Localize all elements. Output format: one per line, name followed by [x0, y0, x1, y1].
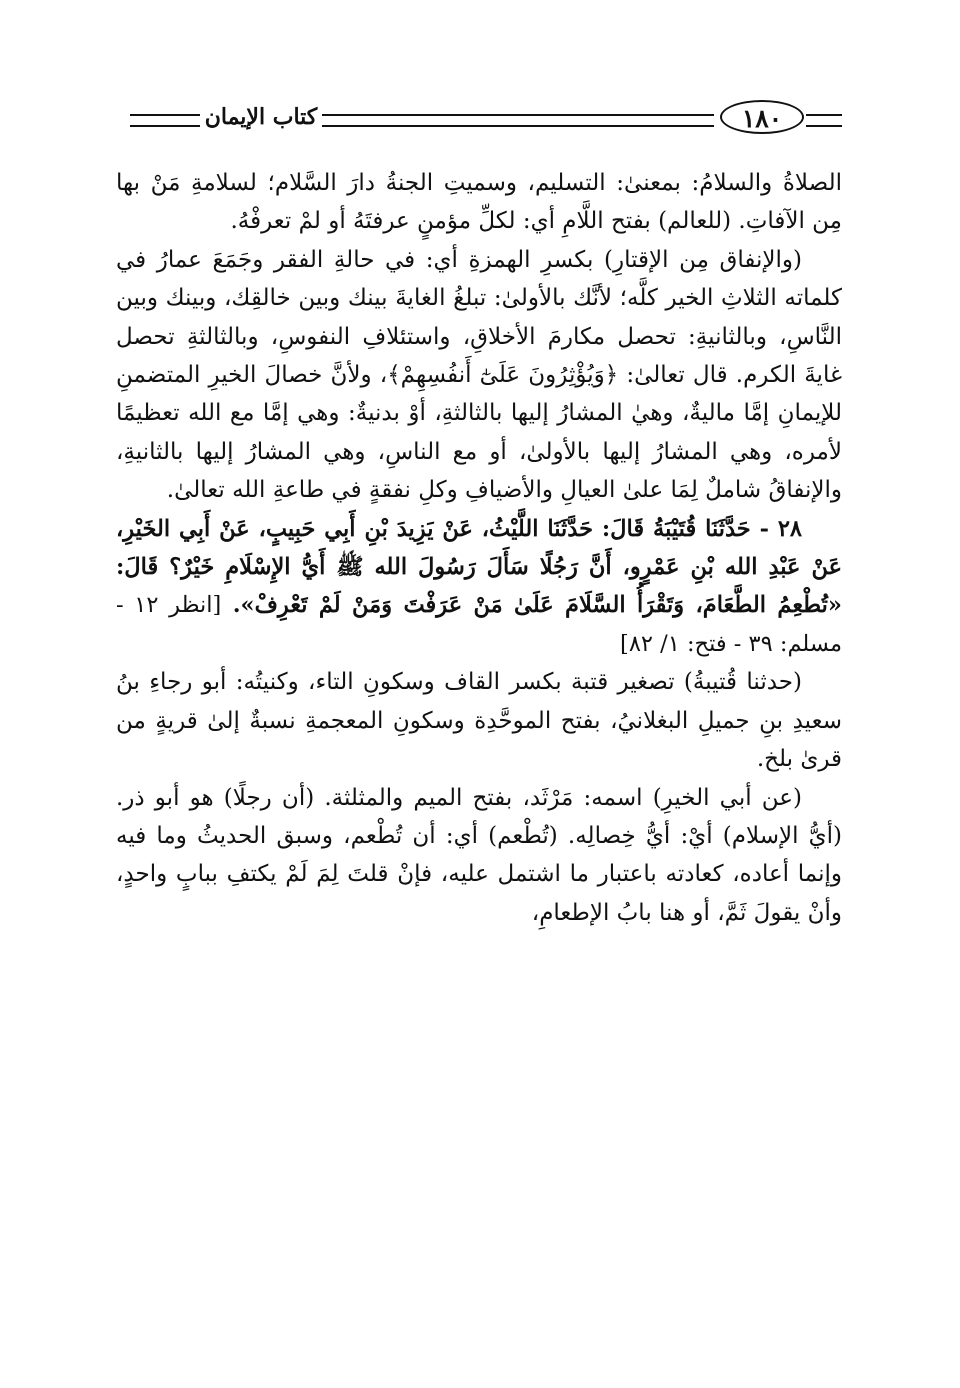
page-header [126, 98, 842, 144]
paragraph-commentary-qutayba: (حدثنا قُتيبةُ) تصغير قتبة بكسر القاف وسكونِ التاء، وكنيتُه: أبو رجاءِ بنُ سعيدِ بنِ جميلِ البغلانيُ، بفتح الموحَّدِة وسكونِ المعجمةِ نسبةٌ إلىٰ قريةٍ من قرىٰ بلخ. [116, 669, 842, 773]
header-rule-left [130, 114, 200, 127]
hadith-text: ٢٨ - حَدَّثَنَا قُتَيْبَةُ قَالَ: حَدَّثَنَا اللَّيْثُ، عَنْ يَزِيدَ بْنِ أَبِي حَبِيبٍ، عَنْ أَبِي الخَيْرِ، عَنْ عَبْدِ الله بْنِ عَمْرٍو، أَنَّ رَجُلًا سَأَلَ رَسُولَ الله ﷺ أَيُّ الإِسْلَامِ خَيْرٌ؟ قَالَ: «تُطْعِمُ الطَّعَامَ، وَتَقْرَأُ السَّلَامَ عَلَىٰ مَنْ عَرَفْتَ وَمَنْ لَمْ تَعْرِفْ». [116, 515, 842, 619]
page-body [116, 164, 842, 932]
paragraph-commentary-abu-alkhayr: (عن أبي الخيرِ) اسمه: مَرْثَد، بفتح الميم والمثلثة. (أن رجلًا) هو أبو ذر. (أيُّ الإسلام) أيْ: أيُّ خِصالِه. (تُطْعم) أي: أن تُطْعم، وسبق الحديثُ وما فيه وإنما أعاده، كعادته باعتبار ما اشتمل عليه، فإنْ قلتَ لِمَ لَمْ يكتفِ ببابٍ واحدٍ، وأنْ يقولَ ثَمَّ، أو هنا بابُ الإطعامِ، [116, 784, 842, 926]
page-number: ١٨٠ [720, 100, 804, 134]
header-rule-middle [322, 114, 714, 127]
paragraph-commentary-salam: الصلاةُ والسلامُ: بمعنىٰ: التسليم، وسميتِ الجنةُ دارَ السَّلام؛ لسلامةِ مَنْ بها مِن الآفاتِ. (للعالم) بفتح اللَّامِ أي: لكلِّ مؤمنٍ عرفتَهُ أو لمْ تعرفْهُ. [116, 170, 842, 235]
hadith-28 [116, 510, 842, 664]
book-title: كتاب الإيمان [204, 104, 318, 130]
hadith-reference: [انظر ١٢ - مسلم: ٣٩ - فتح: ١/ ٨٢] [116, 592, 842, 657]
header-rule-right [806, 114, 842, 127]
paragraph-commentary-infaq: (والإنفاق مِن الإقتارِ) بكسرِ الهمزةِ أي: في حالةِ الفقر وجَمَعَ عمارُ في كلماته الثلاثِ الخير كلَّه؛ لأنَّك بالأولىٰ: تبلغُ الغايةَ بينك وبين خالقِك، وبينك وبين النَّاسِ، وبالثانيةِ: تحصل مكارمَ الأخلاقِ، واستئلافِ النفوسِ، وبالثالثةِ تحصل غايةَ الكرم. قال تعالىٰ: ﴿وَيُؤْثِرُونَ عَلَىٰٓ أَنفُسِهِمْ﴾، ولأنَّ خصالَ الخيرِ المتضمنِ للإيمانِ إمَّا ماليةٌ، وهيٰ المشارُ إليها بالثالثةِ، أوْ بدنيةٌ: وهي إمَّا مع الله تعظيمًا لأمره، وهي المشارُ إليها بالأولىٰ، أو مع الناسِ، وهي المشارُ إليها بالثانيةِ، والإنفاقُ شاملٌ لِمَا علىٰ العيالِ والأضيافِ وكلِ نفقةٍ في طاعةِ الله تعالىٰ. [116, 246, 842, 504]
